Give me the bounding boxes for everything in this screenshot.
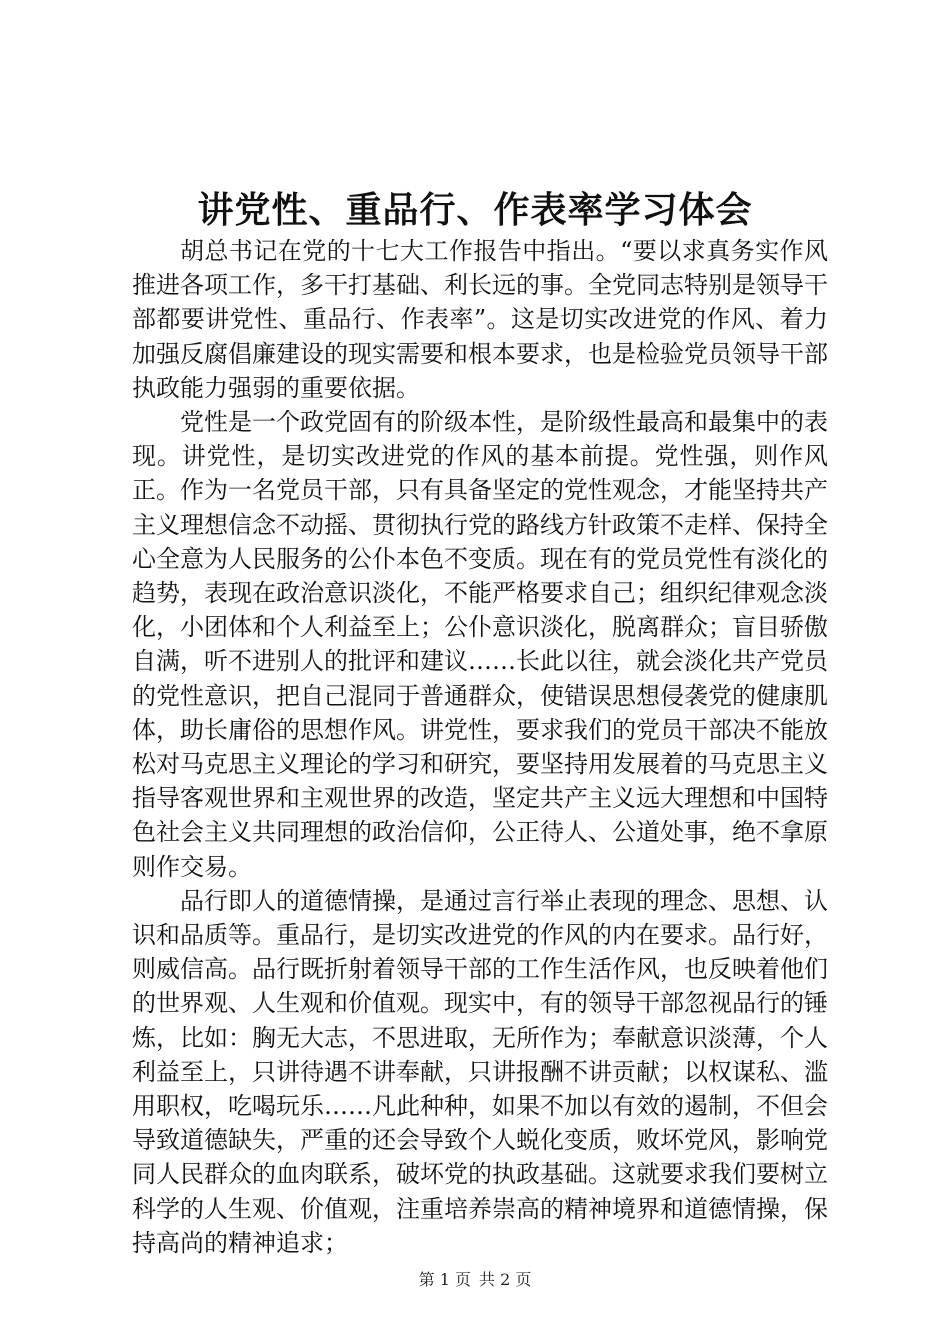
document-body [132,234,828,1260]
page-total: 共 2 页 [479,1270,532,1289]
paragraph: 党性是一个政党固有的阶级本性，是阶级性最高和最集中的表现。讲党性，是切实改进党的作风的基本前提。党性强，则作风正。作为一名党员干部，只有具备坚定的党性观念，才能坚持共产主义理想信念不动摇、贯彻执行党的路线方针政策不走样、保持全心全意为人民服务的公仆本色不变质。现在有的党员党性有淡化的趋势，表现在政治意识淡化，不能严格要求自己；组织纪律观念淡化，小团体和个人利益至上；公仆意识淡化，脱离群众；盲目骄傲自满，听不进别人的批评和建议……长此以往，就会淡化共产党员的党性意识，把自己混同于普通群众，使错误思想侵袭党的健康肌体，助长庸俗的思想作风。讲党性，要求我们的党员干部决不能放松对马克思主义理论的学习和研究，要坚持用发展着的马克思主义指导客观世界和主观世界的改造，坚定共产主义远大理想和中国特色社会主义共同理想的政治信仰，公正待人、公道处事，绝不拿原则作交易。 [132,408,828,881]
page-footer [0,1268,950,1292]
paragraph: 胡总书记在党的十七大工作报告中指出。“要以求真务实作风推进各项工作，多干打基础、利长远的事。全党同志特别是领导干部都要讲党性、重品行、作表率”。这是切实改进党的作风、着力加强反腐倡廉建设的现实需要和根本要求，也是检验党员领导干部执政能力强弱的重要依据。 [132,237,828,402]
document-title: 讲党性、重品行、作表率学习体会 [197,189,753,231]
page-number: 第 1 页 [418,1270,471,1289]
paragraph: 品行即人的道德情操，是通过言行举止表现的理念、思想、认识和品质等。重品行，是切实改进党的作风的内在要求。品行好，则威信高。品行既折射着领导干部的工作生活作风，也反映着他们的世界观、人生观和价值观。现实中，有的领导干部忽视品行的锤炼，比如：胸无大志，不思进取，无所作为；奉献意识淡薄，个人利益至上，只讲待遇不讲奉献，只讲报酬不讲贡献；以权谋私、滥用职权，吃喝玩乐……凡此种种，如果不加以有效的遏制，不但会导致道德缺失，严重的还会导致个人蜕化变质，败坏党风，影响党同人民群众的血肉联系，破坏党的执政基础。这就要求我们要树立科学的人生观、价值观，注重培养崇高的精神境界和道德情操，保持高尚的精神追求； [132,886,828,1257]
